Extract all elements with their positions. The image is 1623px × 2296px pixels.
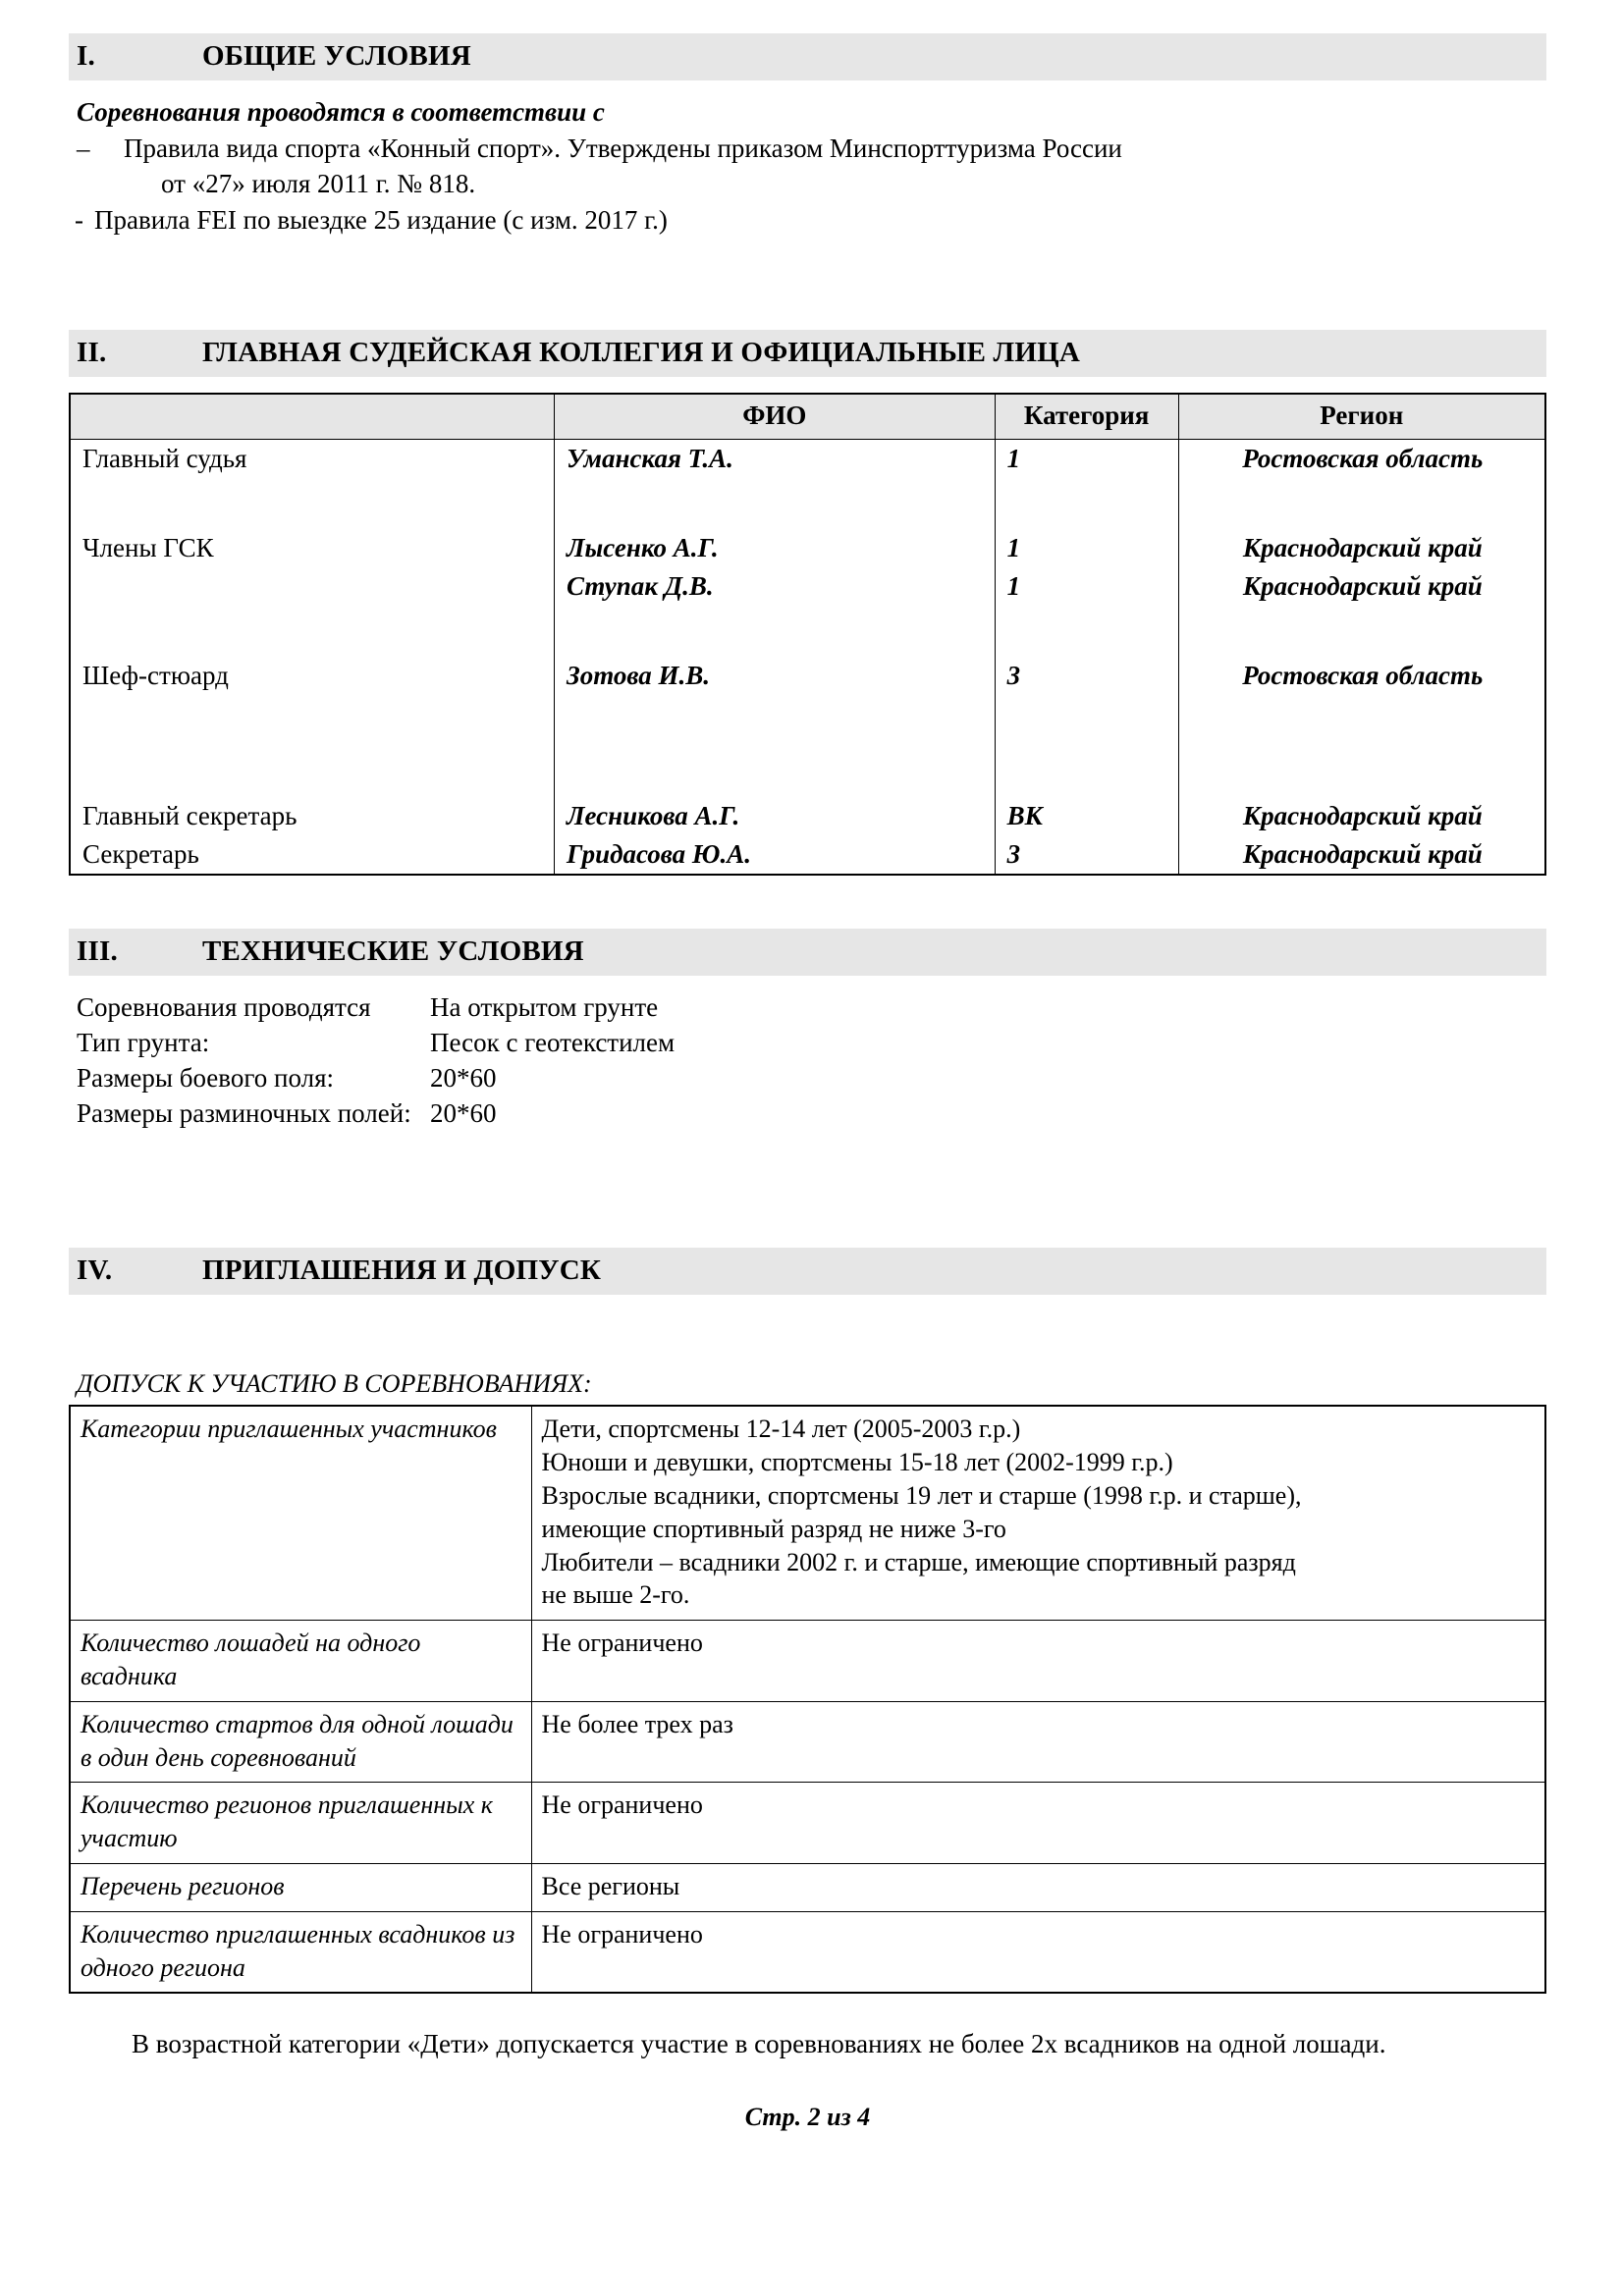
cell-empty <box>70 478 555 529</box>
section-heading-general-conditions <box>69 33 1546 80</box>
rule-line-2: от «27» июля 2011 г. № 818. <box>161 168 476 198</box>
rule-item <box>69 132 1546 200</box>
cell-empty <box>995 695 1178 746</box>
cell-category: 3 <box>995 657 1178 695</box>
footer-note: В возрастной категории «Дети» допускается участие в соревнованиях не более 2х всадников на одной лошади. <box>132 2029 1386 2059</box>
cell-empty <box>1178 746 1545 797</box>
cell-empty <box>995 606 1178 657</box>
technical-row <box>77 1026 1546 1061</box>
cell-name: Лесникова А.Г. <box>555 797 996 835</box>
section-heading-technical <box>69 929 1546 976</box>
cell-name: Лысенко А.Г. <box>555 529 996 567</box>
value-line: Не ограничено <box>541 1629 703 1658</box>
spacer <box>69 876 1546 929</box>
cell-empty <box>555 746 996 797</box>
section-number: II. <box>77 336 107 368</box>
cell-empty <box>995 746 1178 797</box>
table-row <box>70 1621 1545 1702</box>
section-title: ОБЩИЕ УСЛОВИЯ <box>202 40 471 72</box>
cell-region: Краснодарский край <box>1178 567 1545 606</box>
cell-region: Ростовская область <box>1178 440 1545 478</box>
spacer <box>69 1295 1546 1348</box>
rule-text <box>124 132 1546 200</box>
value-line: Не более трех раз <box>541 1709 733 1738</box>
cell-role: Секретарь <box>70 835 555 875</box>
cell-empty <box>555 606 996 657</box>
cell-key: Перечень регионов <box>70 1863 531 1911</box>
value-line: Любители – всадники 2002 г. и старше, имеющие спортивный разряд <box>541 1547 1296 1576</box>
dash-marker: - <box>75 204 83 235</box>
admission-table <box>69 1405 1546 1994</box>
cell-value <box>531 1701 1545 1783</box>
table-row <box>70 797 1545 835</box>
dash-marker: – <box>77 133 90 164</box>
admission-subtitle: ДОПУСК К УЧАСТИЮ В СОРЕВНОВАНИЯХ: <box>77 1369 592 1399</box>
column-header-fio: ФИО <box>555 394 996 440</box>
cell-value <box>531 1406 1545 1620</box>
value-line: не выше 2-го. <box>541 1580 690 1610</box>
cell-empty <box>555 478 996 529</box>
cell-key: Количество регионов приглашенных к участию <box>70 1783 531 1864</box>
cell-role: Главный судья <box>70 440 555 478</box>
technical-label: Размеры разминочных полей: <box>77 1098 411 1129</box>
cell-empty <box>70 695 555 746</box>
technical-conditions-list <box>77 990 1546 1132</box>
cell-role: Главный секретарь <box>70 797 555 835</box>
table-row <box>70 657 1545 695</box>
cell-name: Гридасова Ю.А. <box>555 835 996 875</box>
value-line: Дети, спортсмены 12-14 лет (2005-2003 г.р.) <box>541 1415 1021 1444</box>
table-row <box>70 835 1545 875</box>
section-number: III. <box>77 934 118 967</box>
value-line: Все регионы <box>541 1871 680 1900</box>
technical-label: Тип грунта: <box>77 1028 210 1058</box>
technical-value: 20*60 <box>430 1063 497 1094</box>
table-row <box>70 440 1545 478</box>
table-row <box>70 1783 1545 1864</box>
cell-empty <box>70 746 555 797</box>
technical-label: Соревнования проводятся <box>77 992 371 1023</box>
cell-region: Краснодарский край <box>1178 835 1545 875</box>
column-header-region: Регион <box>1178 394 1545 440</box>
cell-value <box>531 1863 1545 1911</box>
section-heading-judges <box>69 330 1546 377</box>
judges-table <box>69 393 1546 876</box>
spacer <box>69 1132 1546 1248</box>
technical-label: Размеры боевого поля: <box>77 1063 334 1094</box>
table-row <box>70 567 1545 606</box>
table-row <box>70 1701 1545 1783</box>
cell-category: 1 <box>995 440 1178 478</box>
cell-key: Количество лошадей на одного всадника <box>70 1621 531 1702</box>
cell-value <box>531 1911 1545 1993</box>
cell-name: Зотова И.В. <box>555 657 996 695</box>
table-spacer-row <box>70 695 1545 746</box>
table-row <box>70 529 1545 567</box>
column-header-category: Категория <box>995 394 1178 440</box>
cell-empty <box>995 478 1178 529</box>
cell-empty <box>70 606 555 657</box>
cell-role: Члены ГСК <box>70 529 555 567</box>
cell-empty <box>1178 478 1545 529</box>
cell-role <box>70 567 555 606</box>
cell-region: Краснодарский край <box>1178 529 1545 567</box>
section-number: I. <box>77 40 95 72</box>
section-title: ГЛАВНАЯ СУДЕЙСКАЯ КОЛЛЕГИЯ И ОФИЦИАЛЬНЫЕ ЛИЦА <box>202 336 1081 368</box>
technical-row <box>77 1061 1546 1096</box>
table-spacer-row <box>70 606 1545 657</box>
section-title: ПРИГЛАШЕНИЯ И ДОПУСК <box>202 1254 602 1286</box>
cell-empty <box>555 695 996 746</box>
cell-empty <box>1178 606 1545 657</box>
cell-key: Количество приглашенных всадников из одного региона <box>70 1911 531 1993</box>
cell-category: ВК <box>995 797 1178 835</box>
cell-region: Ростовская область <box>1178 657 1545 695</box>
cell-key: Категории приглашенных участников <box>70 1406 531 1620</box>
cell-empty <box>1178 695 1545 746</box>
value-line: Юноши и девушки, спортсмены 15-18 лет (2002-1999 г.р.) <box>541 1448 1173 1477</box>
technical-row <box>77 1096 1546 1132</box>
rule-line-1: Правила вида спорта «Конный спорт». Утверждены приказом Минспорттуризма России <box>124 133 1122 164</box>
technical-value: 20*60 <box>430 1098 497 1129</box>
cell-role: Шеф-стюард <box>70 657 555 695</box>
table-row <box>70 1406 1545 1620</box>
table-header-row <box>70 394 1545 440</box>
value-line: имеющие спортивный разряд не ниже 3-го <box>541 1514 1006 1543</box>
cell-name: Ступак Д.В. <box>555 567 996 606</box>
section-number: IV. <box>77 1254 113 1286</box>
section-heading-invitations <box>69 1248 1546 1295</box>
cell-key: Количество стартов для одной лошади в один день соревнований <box>70 1701 531 1783</box>
table-row <box>70 1911 1545 1993</box>
rule-item <box>69 203 1546 238</box>
technical-row <box>77 990 1546 1026</box>
cell-category: 1 <box>995 529 1178 567</box>
spacer <box>69 240 1546 330</box>
cell-region: Краснодарский край <box>1178 797 1545 835</box>
cell-value <box>531 1621 1545 1702</box>
cell-category: 1 <box>995 567 1178 606</box>
cell-category: 3 <box>995 835 1178 875</box>
table-row <box>70 1863 1545 1911</box>
column-header-role <box>70 394 555 440</box>
table-spacer-row <box>70 746 1545 797</box>
value-line: Не ограничено <box>541 1919 703 1949</box>
rules-list <box>69 132 1546 237</box>
section-title: ТЕХНИЧЕСКИЕ УСЛОВИЯ <box>202 934 584 967</box>
table-spacer-row <box>70 478 1545 529</box>
cell-value <box>531 1783 1545 1864</box>
rule-text <box>94 203 1546 238</box>
technical-value: На открытом грунте <box>430 992 659 1023</box>
rule-line-1: Правила FEI по выездке 25 издание (с изм. 2017 г.) <box>94 204 668 235</box>
cell-name: Уманская Т.А. <box>555 440 996 478</box>
technical-value: Песок с геотекстилем <box>430 1028 676 1058</box>
general-conditions-lead: Соревнования проводятся в соответствии с <box>77 97 605 128</box>
value-line: Взрослые всадники, спортсмены 19 лет и старше (1998 г.р. и старше), <box>541 1481 1302 1510</box>
value-line: Не ограничено <box>541 1790 703 1820</box>
page-number: Стр. 2 из 4 <box>744 2103 871 2132</box>
